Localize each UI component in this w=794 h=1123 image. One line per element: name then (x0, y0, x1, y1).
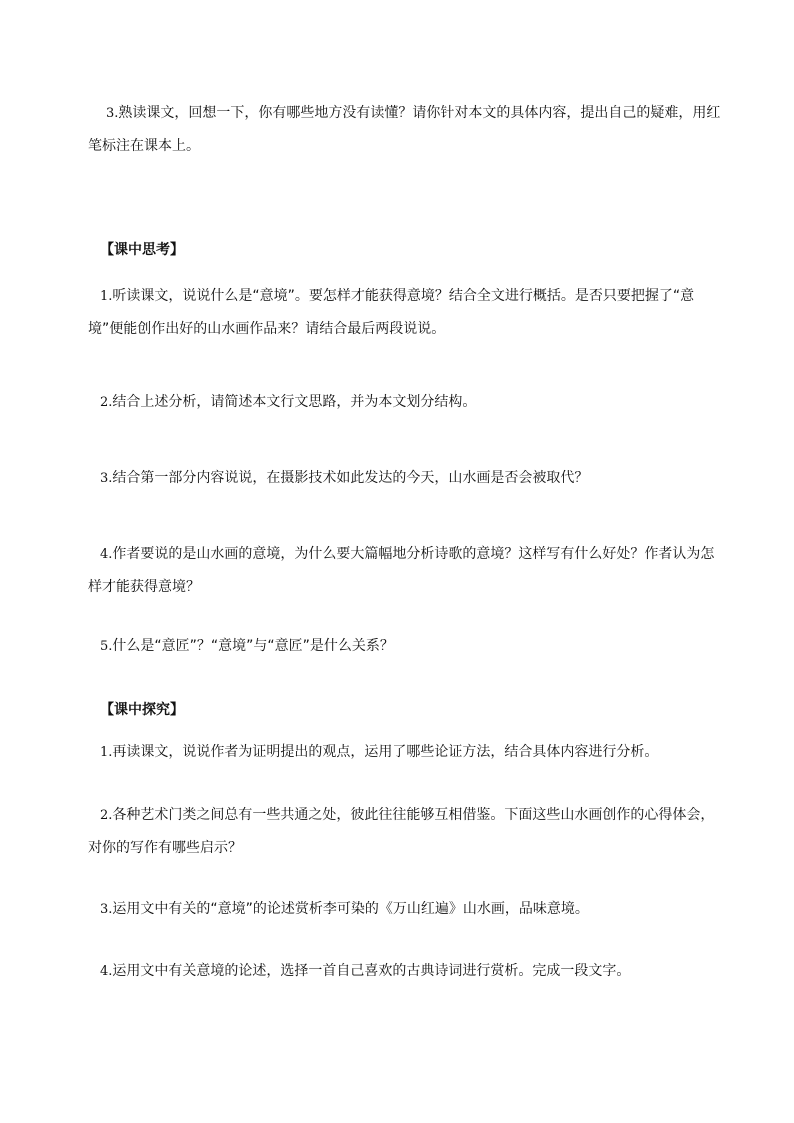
question-number: 2. (100, 808, 113, 823)
thinking-question-4 (88, 538, 724, 603)
question-text: 再读课文，说说作者为证明提出的观点，运用了哪些论证方法，结合具体内容进行分析。 (112, 744, 659, 760)
prereading-question-3 (88, 97, 724, 162)
thinking-question-2 (88, 386, 724, 419)
question-number: 3. (100, 471, 113, 486)
thinking-question-1 (88, 280, 724, 345)
question-text: 结合上述分析，请简述本文行文思路，并为本文划分结构。 (112, 394, 477, 410)
question-text: 结合第一部分内容说说，在摄影技术如此发达的今天，山水画是否会被取代？ (112, 470, 589, 486)
question-number: 1. (100, 289, 113, 304)
exploration-question-1 (88, 736, 724, 769)
question-number: 4. (100, 547, 113, 562)
question-text: 什么是“意匠”？“意境”与“意匠”是什么关系？ (112, 638, 394, 654)
question-number: 5. (100, 639, 113, 654)
question-number: 3. (106, 106, 119, 121)
question-text: 运用文中有关意境的论述，选择一首自己喜欢的古典诗词进行赏析。完成一段文字。 (112, 963, 631, 979)
question-text: 熟读课文，回想一下，你有哪些地方没有读懂？请你针对本文的具体内容，提出自己的疑难，用红笔标注在课本上。 (88, 105, 721, 154)
question-number: 4. (100, 964, 113, 979)
exploration-question-4 (88, 955, 724, 988)
question-text: 作者要说的是山水画的意境，为什么要大篇幅地分析诗歌的意境？这样写有什么好处？作者认为怎样才能获得意境？ (88, 546, 715, 595)
question-number: 1. (100, 745, 113, 760)
thinking-question-3 (88, 462, 724, 495)
question-number: 3. (100, 902, 113, 917)
exploration-question-3 (88, 893, 724, 926)
question-text: 听读课文，说说什么是“意境”。要怎样才能获得意境？结合全文进行概括。是否只要把握了“意境”便能创作出好的山水画作品来？请结合最后两段说说。 (88, 288, 695, 337)
question-text: 各种艺术门类之间总有一些共通之处，彼此往往能够互相借鉴。下面这些山水画创作的心得体会，对你的写作有哪些启示？ (88, 807, 715, 856)
section-heading-exploration: 【课中探究】 (100, 702, 184, 718)
section-heading-thinking: 【课中思考】 (100, 242, 184, 258)
thinking-question-5 (88, 630, 724, 663)
question-number: 2. (100, 395, 113, 410)
question-text: 运用文中有关的“意境”的论述赏析李可染的《万山红遍》山水画，品味意境。 (112, 901, 589, 917)
exploration-question-2 (88, 799, 724, 864)
